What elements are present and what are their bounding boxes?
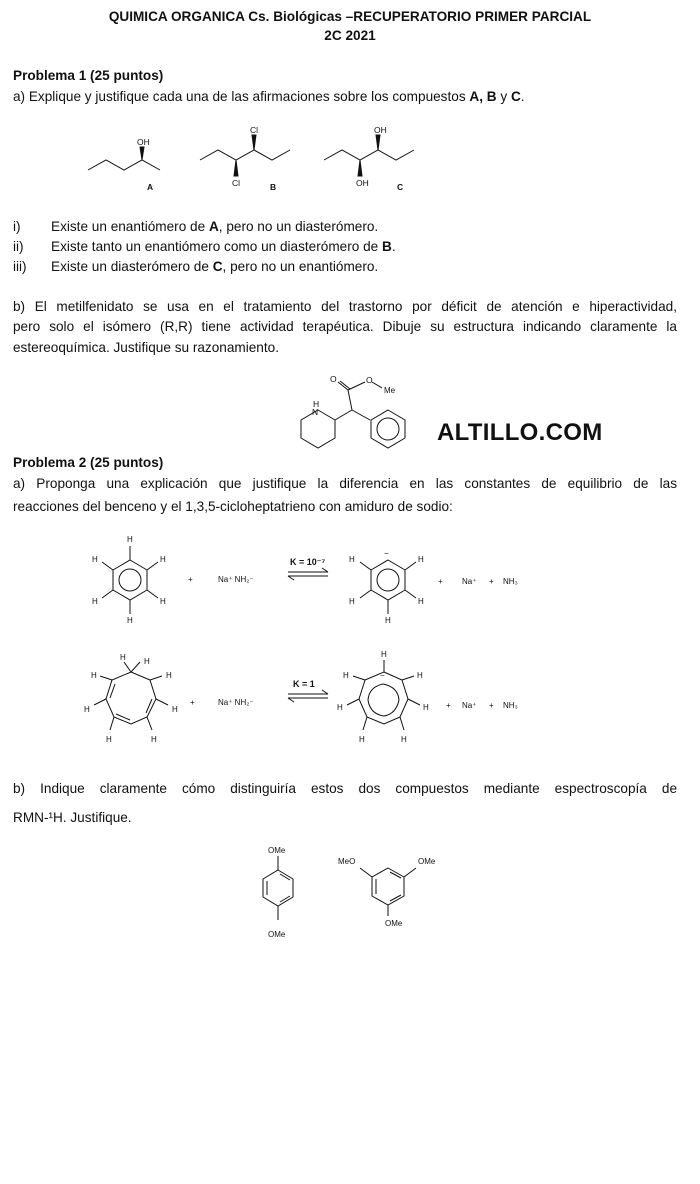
watermark: ALTILLO.COM bbox=[437, 419, 603, 446]
svg-text:OMe: OMe bbox=[268, 930, 286, 939]
molecule-c bbox=[324, 125, 414, 192]
phenyl-anion bbox=[349, 549, 424, 625]
svg-text:H: H bbox=[313, 399, 320, 409]
problem1-a-text: a) Explique y justifique cada una de las afirmaciones sobre los compuestos A, B y C. bbox=[13, 89, 525, 104]
svg-text:H: H bbox=[359, 735, 365, 744]
svg-text:H: H bbox=[127, 535, 133, 544]
molecule-a bbox=[88, 137, 160, 192]
reaction-cycloheptatriene bbox=[0, 650, 700, 750]
cycloheptatriene bbox=[84, 653, 178, 744]
molecule-b bbox=[200, 125, 290, 192]
exam-title: QUIMICA ORGANICA Cs. Biológicas –RECUPERATORIO PRIMER PARCIAL bbox=[108, 9, 592, 24]
hashed-bond bbox=[140, 147, 144, 160]
item-i-text: Existe un enantiómero de A, pero no un diasterómero. bbox=[51, 219, 379, 234]
svg-text:OMe: OMe bbox=[418, 857, 436, 866]
item-ii-num: ii) bbox=[13, 239, 24, 254]
item-i-num: i) bbox=[13, 219, 21, 234]
reagent-2: Na⁺ NH₂⁻ bbox=[218, 698, 254, 707]
svg-text:O: O bbox=[366, 375, 373, 385]
svg-text:O: O bbox=[330, 374, 337, 384]
item-ii-text: Existe tanto un enantiómero como un diasterómero de B. bbox=[51, 239, 396, 254]
problem2-b-line2: RMN-¹H. Justifique. bbox=[13, 810, 132, 825]
exam-subtitle: 2C 2021 bbox=[324, 28, 376, 43]
svg-text:OH: OH bbox=[137, 137, 150, 147]
svg-text:Me: Me bbox=[384, 386, 396, 395]
svg-text:NH₃: NH₃ bbox=[503, 577, 518, 586]
reagent-1: Na⁺ NH₂⁻ bbox=[218, 575, 254, 584]
problem1-b-line3: estereoquímica. Justifique su razonamiento. bbox=[13, 340, 279, 355]
item-iii-text: Existe un diasterómero de C, pero no un enantiómero. bbox=[51, 259, 379, 274]
svg-text:H: H bbox=[343, 671, 349, 680]
svg-text:−: − bbox=[380, 671, 385, 680]
svg-text:H: H bbox=[160, 597, 166, 606]
svg-text:H: H bbox=[92, 555, 98, 564]
svg-text:H: H bbox=[84, 705, 90, 714]
problem2-heading: Problema 2 (25 puntos) bbox=[13, 455, 164, 470]
svg-text:Cl: Cl bbox=[250, 125, 259, 135]
svg-text:Cl: Cl bbox=[232, 178, 241, 188]
svg-text:−: − bbox=[384, 549, 389, 558]
methoxybenzenes bbox=[240, 840, 460, 940]
svg-text:H: H bbox=[172, 705, 178, 714]
k-cycloheptatriene: K = 1 bbox=[293, 679, 315, 689]
problem2-a-line1: a) Proponga una explicación que justifique la diferencia en las constantes de equilibrio de las bbox=[13, 476, 677, 491]
label-c: C bbox=[397, 182, 404, 192]
svg-text:H: H bbox=[418, 597, 424, 606]
benzene bbox=[92, 535, 166, 625]
methylphenidate-structure bbox=[290, 370, 420, 455]
svg-text:H: H bbox=[106, 735, 112, 744]
svg-text:NH₃: NH₃ bbox=[503, 701, 518, 710]
svg-text:N: N bbox=[312, 407, 319, 417]
svg-text:H: H bbox=[381, 650, 387, 659]
label-a: A bbox=[147, 182, 154, 192]
molecules-abc bbox=[0, 120, 700, 200]
svg-text:H: H bbox=[418, 555, 424, 564]
svg-text:H: H bbox=[160, 555, 166, 564]
problem2-a-line2: reacciones del benceno y el 1,3,5-cicloheptatrieno con amiduro de sodio: bbox=[13, 499, 453, 514]
item-iii-num: iii) bbox=[13, 259, 27, 274]
problem1-b-line2: pero solo el isómero (R,R) tiene actividad terapéutica. Dibuje su estructura indicando claramente la bbox=[13, 319, 677, 334]
svg-text:H: H bbox=[127, 616, 133, 625]
svg-text:+: + bbox=[489, 701, 494, 710]
svg-text:H: H bbox=[417, 671, 423, 680]
problem1-b-line1: b) El metilfenidato se usa en el tratamiento del trastorno por déficit de atención e hiperactividad, bbox=[13, 299, 677, 314]
svg-text:+: + bbox=[489, 577, 494, 586]
tropylium-anion bbox=[337, 650, 429, 744]
reaction-benzene bbox=[0, 530, 700, 630]
trimethoxybenzene bbox=[338, 857, 436, 928]
label-b: B bbox=[270, 182, 277, 192]
svg-text:H: H bbox=[349, 555, 355, 564]
k-benzene: K = 10⁻⁷ bbox=[290, 557, 326, 567]
svg-text:OH: OH bbox=[356, 178, 369, 188]
svg-text:+: + bbox=[438, 577, 443, 586]
svg-text:Na⁺: Na⁺ bbox=[462, 577, 477, 586]
svg-text:H: H bbox=[144, 657, 150, 666]
svg-text:H: H bbox=[92, 597, 98, 606]
svg-text:Na⁺: Na⁺ bbox=[462, 701, 477, 710]
svg-text:+: + bbox=[446, 701, 451, 710]
svg-text:OMe: OMe bbox=[268, 846, 286, 855]
svg-text:H: H bbox=[151, 735, 157, 744]
p-dimethoxybenzene bbox=[263, 846, 293, 939]
svg-text:H: H bbox=[120, 653, 126, 662]
problem1-heading: Problema 1 (25 puntos) bbox=[13, 68, 164, 83]
svg-text:H: H bbox=[349, 597, 355, 606]
svg-text:H: H bbox=[91, 671, 97, 680]
svg-text:+: + bbox=[190, 698, 195, 707]
svg-text:+: + bbox=[188, 575, 193, 584]
svg-text:OMe: OMe bbox=[385, 919, 403, 928]
svg-text:H: H bbox=[385, 616, 391, 625]
svg-text:H: H bbox=[401, 735, 407, 744]
svg-text:H: H bbox=[337, 703, 343, 712]
svg-text:H: H bbox=[423, 703, 429, 712]
svg-text:H: H bbox=[166, 671, 172, 680]
svg-text:MeO: MeO bbox=[338, 857, 356, 866]
svg-text:OH: OH bbox=[374, 125, 387, 135]
problem2-b-line1: b) Indique claramente cómo distinguiría estos dos compuestos mediante espectroscopía de bbox=[13, 781, 677, 796]
